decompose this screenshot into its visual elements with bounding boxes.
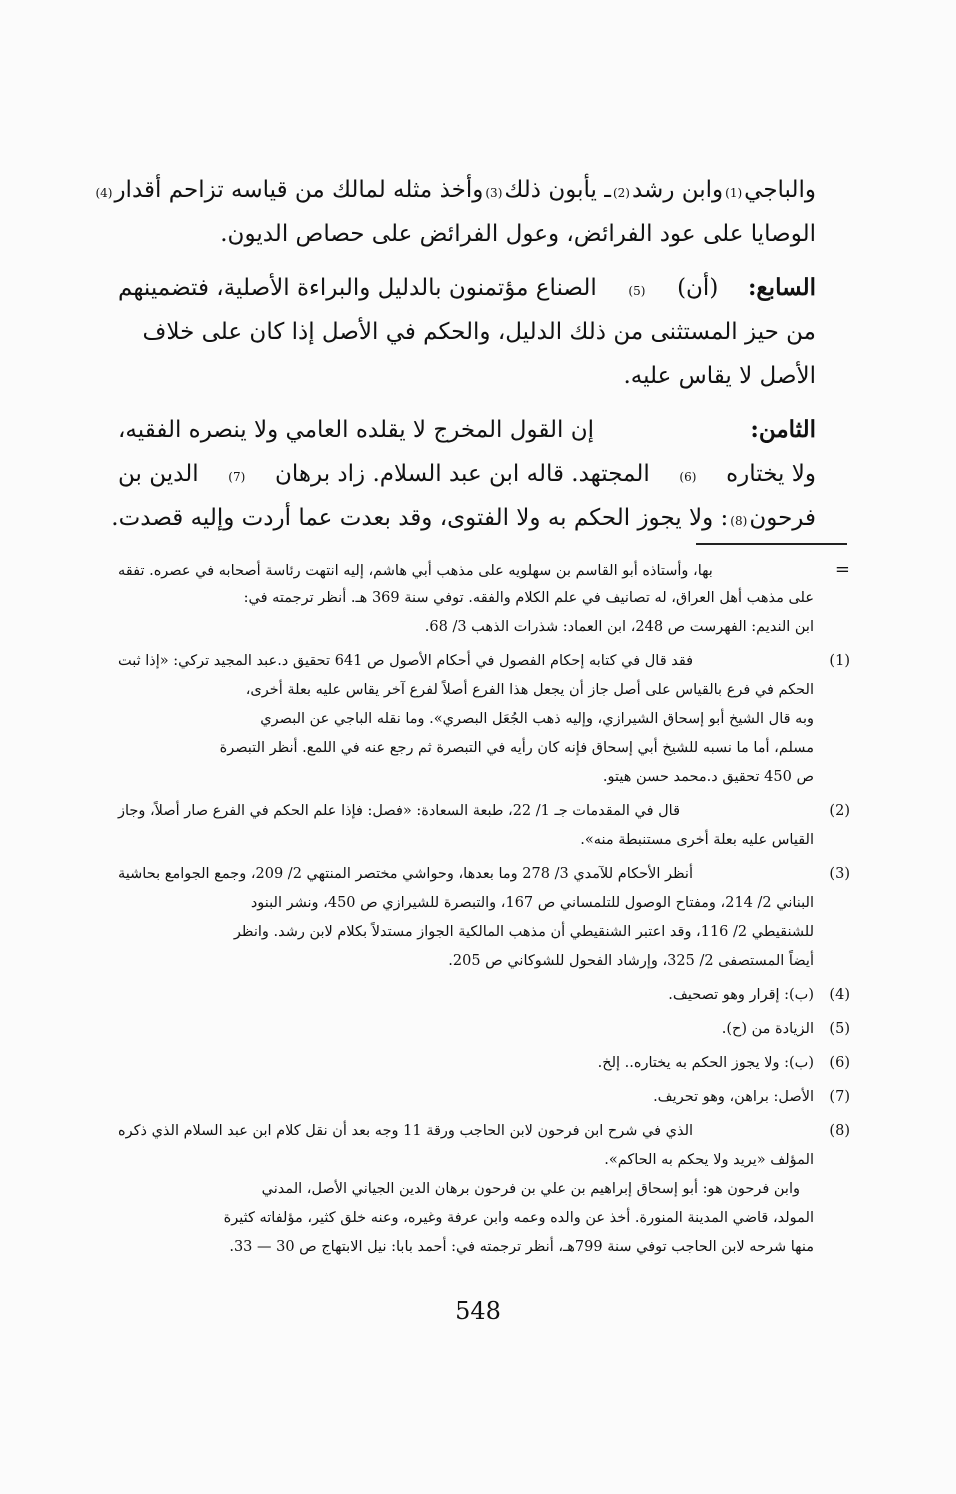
footnote-line xyxy=(118,705,850,734)
text-run: الذي في شرح ابن فرحون لابن الحاجب ورقة 11 وجه بعد أن نقل كلام ابن عبد السلام الذي ذكره xyxy=(118,1123,694,1139)
main-line: السابع: (أن) (5) الصناع مؤتمنون بالدليل والبراءة الأصلية، فتضمينهم xyxy=(118,266,816,310)
main-line xyxy=(118,408,816,452)
footnote-line xyxy=(118,1204,850,1233)
text-run: من حيز المستثنى من ذلك الدليل، والحكم في الأصل إذا كان على خلاف xyxy=(142,319,816,345)
text-run: بها، وأستاذه أبو القاسم بن سهلويه على مذهب أبي هاشم، إليه انتهت رئاسة أصحابه في عصره. تفقه xyxy=(118,563,713,579)
text-run: المولد، قاضي المدينة المنورة. أخذ عن والده وعمه وابن عرفة وغيره، وعنه خلق كثير، مؤلفاته كثيرة xyxy=(223,1210,814,1226)
main-line: والباجي (1) وابن رشد (2) ـ يأبون ذلك (3) وأخذ مثله لمالك من قياسه تزاحم أقدار (4) xyxy=(118,168,816,212)
text-run: قال في المقدمات جـ 1/ 22، طبعة السعادة: «فصل: فإذا علم الحكم في الفرع صار أصلاً، وجاز xyxy=(118,803,681,819)
text-run: ـ يأبون ذلك xyxy=(504,177,611,203)
text-run: الزيادة من (ح). xyxy=(721,1021,814,1037)
main-text xyxy=(95,168,816,540)
footnote-line xyxy=(118,613,850,642)
footnote-line xyxy=(118,734,850,763)
text-run: المؤلف «يريد ولا يحكم به الحاكم». xyxy=(604,1152,814,1168)
text-run: إن القول المخرج لا يقلده العامي ولا ينصره الفقيه، xyxy=(118,417,594,443)
footnote-line xyxy=(118,1175,850,1204)
footnote-number: (4) xyxy=(829,987,850,1003)
footnote-number: (6) xyxy=(829,1055,850,1071)
main-line xyxy=(118,310,816,354)
footnote-line xyxy=(118,860,850,889)
continuation-marker: = xyxy=(834,559,850,580)
footnote-number: (2) xyxy=(829,803,850,819)
text-run: المجتهد. قاله ابن عبد السلام. زاد برهان xyxy=(274,461,650,487)
text-run: على مذهب أهل العراق، له تصانيف في علم الكلام والفقه. توفي سنة 369 هـ. أنظر ترجمته في: xyxy=(243,590,814,606)
text-run: فقد قال في كتابه إحكام الفصول في أحكام الأصول ص 641 تحقيق د.عبد المجيد تركي: «إذا ثبت xyxy=(118,653,694,669)
text-run: وأخذ مثله لمالك من قياسه تزاحم أقدار xyxy=(114,177,484,203)
footnote-number: (7) xyxy=(829,1089,850,1105)
text-run: (ب): إقرار وهو تصحيف. xyxy=(668,987,814,1003)
footnote-number: (3) xyxy=(829,866,850,882)
footnote-line xyxy=(118,947,850,976)
footnote-line xyxy=(118,1146,850,1175)
paragraph-label: الثامن: xyxy=(750,416,816,443)
text-run: ص 450 تحقيق د.محمد حسن هيتو. xyxy=(602,769,814,785)
text-run: البناني 2/ 214، ومفتاح الوصول للتلمساني ص 167، والتبصرة للشيرازي ص 450، ونشر البنود xyxy=(250,895,814,911)
text-run: ابن النديم: الفهرست ص 248، ابن العماد: شذرات الذهب 3/ 68. xyxy=(424,619,814,635)
text-run: الدين بن xyxy=(118,461,199,487)
text-run: وابن رشد xyxy=(631,177,724,203)
footnote-line xyxy=(118,918,850,947)
text-run: : ولا يجوز الحكم به ولا الفتوى، وقد بعدت عما أردت وإليه قصدت. xyxy=(111,505,729,531)
text-run: (ب): ولا يجوز الحكم به يختاره.. إلخ. xyxy=(597,1055,814,1071)
main-line xyxy=(118,212,816,256)
main-line: ولا يختاره (6) المجتهد. قاله ابن عبد السلام. زاد برهان (7) الدين بن xyxy=(118,452,816,496)
text-run: وابن فرحون هو: أبو إسحاق إبراهيم بن علي بن فرحون برهان الدين الجياني الأصل، المدني xyxy=(261,1181,800,1197)
text-run: أنظر الأحكام للآمدي 3/ 278 وما بعدها، وحواشي مختصر المنتهي 2/ 209، وجمع الجوامع بحاشية xyxy=(118,866,693,882)
footnotes xyxy=(118,555,850,1262)
text-run: منها شرحه لابن الحاجب توفي سنة 799هـ، أنظر ترجمته في: أحمد بابا: نيل الابتهاج ص 30 — 33. xyxy=(229,1239,814,1255)
footnote-line xyxy=(118,1049,850,1078)
text-run: فرحون xyxy=(749,505,816,531)
text-run: للشنقيطي 2/ 116، وقد اعتبر الشنقيطي أن مذهب المالكية الجواز مستدلاً بكلام لابن رشد. وانظر xyxy=(233,924,814,940)
main-line: فرحون (8) : ولا يجوز الحكم به ولا الفتوى، وقد بعدت عما أردت وإليه قصدت. xyxy=(118,496,816,540)
footnote-line xyxy=(118,555,850,584)
text-run: أيضاً المستصفى 2/ 325، وإرشاد الفحول للشوكاني ص 205. xyxy=(448,953,814,969)
footnote-line xyxy=(118,889,850,918)
footnote-number: (1) xyxy=(829,653,850,669)
text-run: والباجي xyxy=(744,177,816,203)
footnote-line xyxy=(118,584,850,613)
footnote-number: (5) xyxy=(829,1021,850,1037)
footnote-line xyxy=(118,797,850,826)
text-run: ولا يختاره xyxy=(726,461,816,487)
footnote-line xyxy=(118,647,850,676)
footnote-line xyxy=(118,1117,850,1146)
text-run: الأصل: براهن، وهو تحريف. xyxy=(653,1089,814,1105)
footnote-line xyxy=(118,1083,850,1112)
footnote-line xyxy=(118,981,850,1010)
text-run: (أن) xyxy=(677,275,719,301)
text-run: الأصل لا يقاس عليه. xyxy=(623,363,816,389)
main-line xyxy=(118,354,816,398)
page-number: 548 xyxy=(455,1297,501,1325)
footnote-separator xyxy=(696,543,847,545)
footnote-number: (8) xyxy=(829,1123,850,1139)
text-run: وبه قال الشيخ أبو إسحاق الشيرازي، وإليه ذهب الجُعَل البصري». وما نقله الباجي عن البصري xyxy=(260,711,814,727)
footnote-line xyxy=(118,1015,850,1044)
text-run: الوصايا على عود الفرائض، وعول الفرائض على حصاص الديون. xyxy=(220,221,816,247)
paragraph-label: السابع: xyxy=(747,274,816,301)
text-run: الحكم في فرع بالقياس على أصل جاز أن يجعل هذا الفرع أصلاً لفرع آخر يقاس عليه بعلة أخرى، xyxy=(245,682,814,698)
footnote-line xyxy=(118,676,850,705)
footnote-line xyxy=(118,763,850,792)
text-run: القياس عليه بعلة أخرى مستنبطة منه». xyxy=(580,832,814,848)
text-run: الصناع مؤتمنون بالدليل والبراءة الأصلية، فتضمينهم xyxy=(118,275,597,301)
footnote-line xyxy=(118,1233,850,1262)
footnote-line xyxy=(118,826,850,855)
text-run: مسلم، أما ما نسبه للشيخ أبي إسحاق فإنه كان رأيه في التبصرة ثم رجع عنه في اللمع. أنظر التبصرة xyxy=(219,740,814,756)
